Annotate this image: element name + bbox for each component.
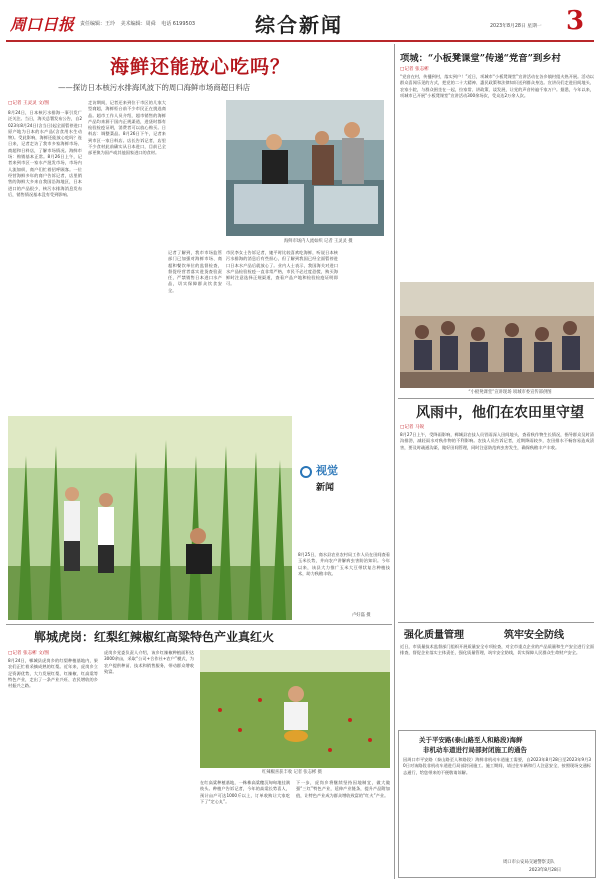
right-top-byline: □记者 张志彬 xyxy=(400,67,429,72)
classroom-caption: “小板凳课堂”宣讲现场 项城市委宣传部供图 xyxy=(468,390,552,395)
notice-date: 2023年8月28日 xyxy=(529,868,562,873)
right-mid-byline: □记者 马锐 xyxy=(400,425,425,430)
lead-title: 海鲜还能放心吃吗？ xyxy=(110,56,291,78)
right-divider-2 xyxy=(398,622,594,623)
right-mid-title: 风雨中，他们在农田里守望 xyxy=(416,405,584,421)
badge-line-2: 新闻 xyxy=(316,483,335,493)
lead-subtitle: ——探访日本核污水排海风波下的周口海鲜市场商超日料店 xyxy=(58,83,251,92)
notice-title-1: 关于平安路(泰山路至人和路段)海鲜 xyxy=(419,736,523,744)
bottom-byline: □记者 张志彬 文/图 xyxy=(8,651,49,656)
cornfield-photo xyxy=(8,416,292,620)
eye-icon xyxy=(300,466,312,478)
badge-line-1: 视觉 xyxy=(316,464,338,477)
bottom-column-4: 下一步，虎岗乡将继续坚持因地制宜，做大做强“三红”特色产业，延伸产业链条，提升产品附加值，让特色产业成为群众增收致富的“红火”产业。 xyxy=(296,780,390,798)
cornfield-illustration xyxy=(8,416,292,620)
page-number: 3 xyxy=(566,6,585,36)
editor-name: 责任编辑：王玲 xyxy=(80,21,116,27)
editor-info xyxy=(80,20,195,27)
lead-column-2: 走访期间，记者还来到位于市区的几家大型商超，海鲜柜台前不少市民正在挑选商品。超市工作人员介绍，超市销售的海鲜产品均来源于国内正规渠道，进货时都有检验检疫证明，消费者可以放心购买。日料店：调整菜品。8月26日下午，记者来到市区一家日料店。店长告诉记者，店里不少食材此前确实从日本进口，目前已全部更换为国产或其他国家进口的食材。 xyxy=(88,100,166,156)
cornfield-caption: 8月25日，商水县农业农村局工作人员在田间查看玉米长势，并向农户讲解病虫害防治知识。今年以来，该县大力推广玉米大豆带状复合种植技术，助力秋粮丰收。 xyxy=(298,552,390,576)
column-divider xyxy=(394,44,395,879)
notice-issuer: 周口市公安局交通警察支队 xyxy=(503,860,555,865)
seafood-market-caption: 海鲜市场内人流如织 记者 王灵灵 摄 xyxy=(284,239,353,244)
lead-column-4: 记者了解到，我市市场监管部门已加强对海鲜市场、商超和餐饮单位的监督检查，督促经营者落实进货查验责任，严禁销售日本进口水产品，切实保障群众饮食安全。 xyxy=(168,250,222,293)
pepper-field-illustration xyxy=(200,650,390,768)
seafood-market-illustration xyxy=(226,100,384,236)
right-divider-1 xyxy=(398,398,594,399)
visual-news-badge xyxy=(300,462,370,506)
right-top-title: 项城：“小板凳课堂”传递“党音”到乡村 xyxy=(400,53,561,64)
cornfield-credit: 卢好磊 摄 xyxy=(352,613,371,618)
right-low-title-2: 筑牢安全防线 xyxy=(504,630,564,641)
pepper-photo xyxy=(200,650,390,768)
seafood-market-photo xyxy=(226,100,384,236)
masthead-rule xyxy=(6,40,594,42)
bottom-title: 郸城虎岗：红梨红辣椒红高粱特色产业真红火 xyxy=(34,630,275,644)
bottom-column-2: 虎岗乡党委负责人介绍，该乡红辣椒种植面积达3000余亩，采取“公司+合作社+农户”模式，为农户提供种苗、技术和销售服务，带动群众增收致富。 xyxy=(104,650,194,674)
design-editor: 美术编辑：周舜 xyxy=(120,21,156,27)
pepper-caption: 红辣椒喜获丰收 记者 张志彬 摄 xyxy=(262,770,322,775)
issue-date: 2023年8月28日 星期一 xyxy=(490,24,542,29)
bottom-column-1: 8月24日，郸城县虎岗乡的红梨种植基地内，果农们正忙着采摘成熟的红梨。近年来，虎岗乡立足资源优势，大力发展红梨、红辣椒、红高粱等特色产业，走出了一条产业兴旺、农民增收的乡村振兴之路。 xyxy=(8,658,98,689)
right-low-title-1: 强化质量管理 xyxy=(404,630,464,641)
right-top-body: “党音在村，传播到村，落实到户！”近日，项城市“小板凳课堂”宣讲活动在各乡镇村组火热开展。活动以群众喜闻乐见的方式，把党的二十大精神、惠民政策和法律知识送到群众身边。宣讲员们走进田间地头、农家小院，与群众围坐在一起，拉家常、讲政策、谈发展，让党的声音传遍千家万户。据悉，今年以来，项城市已开展“小板凳课堂”宣讲活动300余场次，受众达2万余人次。 xyxy=(400,74,594,98)
classroom-photo xyxy=(400,282,594,388)
lead-column-3: 市民李女士告诉记者，她平时比较喜欢吃海鲜，听说日本核污水排海的消息后有些担心，但了解到我国已经全面暂停进口日本水产品后就放心了。业内人士表示，我国海关对进口水产品检验检疫一直非常严格，市民不必过度恐慌，购买海鲜时注意选择正规渠道，查看产品产地和检验检疫证明即可。 xyxy=(226,250,338,287)
notice-title-2: 非机动车道进行局部封闭施工的通告 xyxy=(423,746,527,754)
right-low-body: 近日，市质量技术监督部门组织开展质量安全专项检查，对全市重点企业的产品质量和生产安全进行全面排查，督促企业落实主体责任，强化质量管理，筑牢安全防线，切实保障人民群众生命财产安全。 xyxy=(400,644,594,656)
classroom-illustration xyxy=(400,282,594,388)
phone: 电话 6199503 xyxy=(161,21,196,27)
bottom-column-3: 在红高粱种植基地，一株株高粱穗沉甸甸地挂满枝头。种植户告诉记者，今年的高粱长势喜人，预计亩产可达1000斤以上，订单收购让大家吃下了“定心丸”。 xyxy=(200,780,290,804)
notice-body: 因周口市平安路（泰山路至人和路段）海鲜非机动车道施工需要，自2023年8月28日至2023年9月30日对该路段非机动车道进行局部封闭施工。施工期间，请过往车辆和行人注意安全，按照现场交通标志通行，给您带来的不便敬请谅解。 xyxy=(403,757,591,775)
lead-byline: □记者 王灵灵 文/图 xyxy=(8,101,49,106)
paper-logo: 周口日报 xyxy=(10,15,75,34)
right-mid-body: 8月27日上午，受降雨影响，郸城县农技人员冒雨深入田间地头，查看秋作物生长情况，指导群众及时清沟排涝，减轻雨水对秋作物的不利影响。农技人员告诉记者，近期降雨较多，农田排水不畅容易造成渍害，要及时疏通沟渠，做好田间管理，同时注意防范病虫害发生，确保秋粮丰产丰收。 xyxy=(400,432,594,450)
bottom-divider xyxy=(6,624,392,625)
notice-box xyxy=(398,730,596,878)
lead-column-1: 8月24日，日本核污水排海一事引发广泛关注。当日，海关总署发布公告，自2023年8月24日(含当日)起全面暂停进口原产地为日本的水产品(含食用水生动物)。受此影响，海鲜还能放心吃吗？连日来，记者走访了我市多家海鲜市场、商超和日料店，了解市场情况。海鲜市场：购销基本正常。8月26日上午，记者来到市区一家水产批发市场，市场内人流如织，商户们忙着招呼顾客。一位经营海鲜多年的商户告诉记者，店里销售的海鲜大多来自我国沿海地区，日本进口的产品很少，核污水排海消息发布后，销售情况基本没有受到影响。 xyxy=(8,110,82,197)
masthead xyxy=(0,0,600,44)
section-title: 综合新闻 xyxy=(255,13,343,37)
